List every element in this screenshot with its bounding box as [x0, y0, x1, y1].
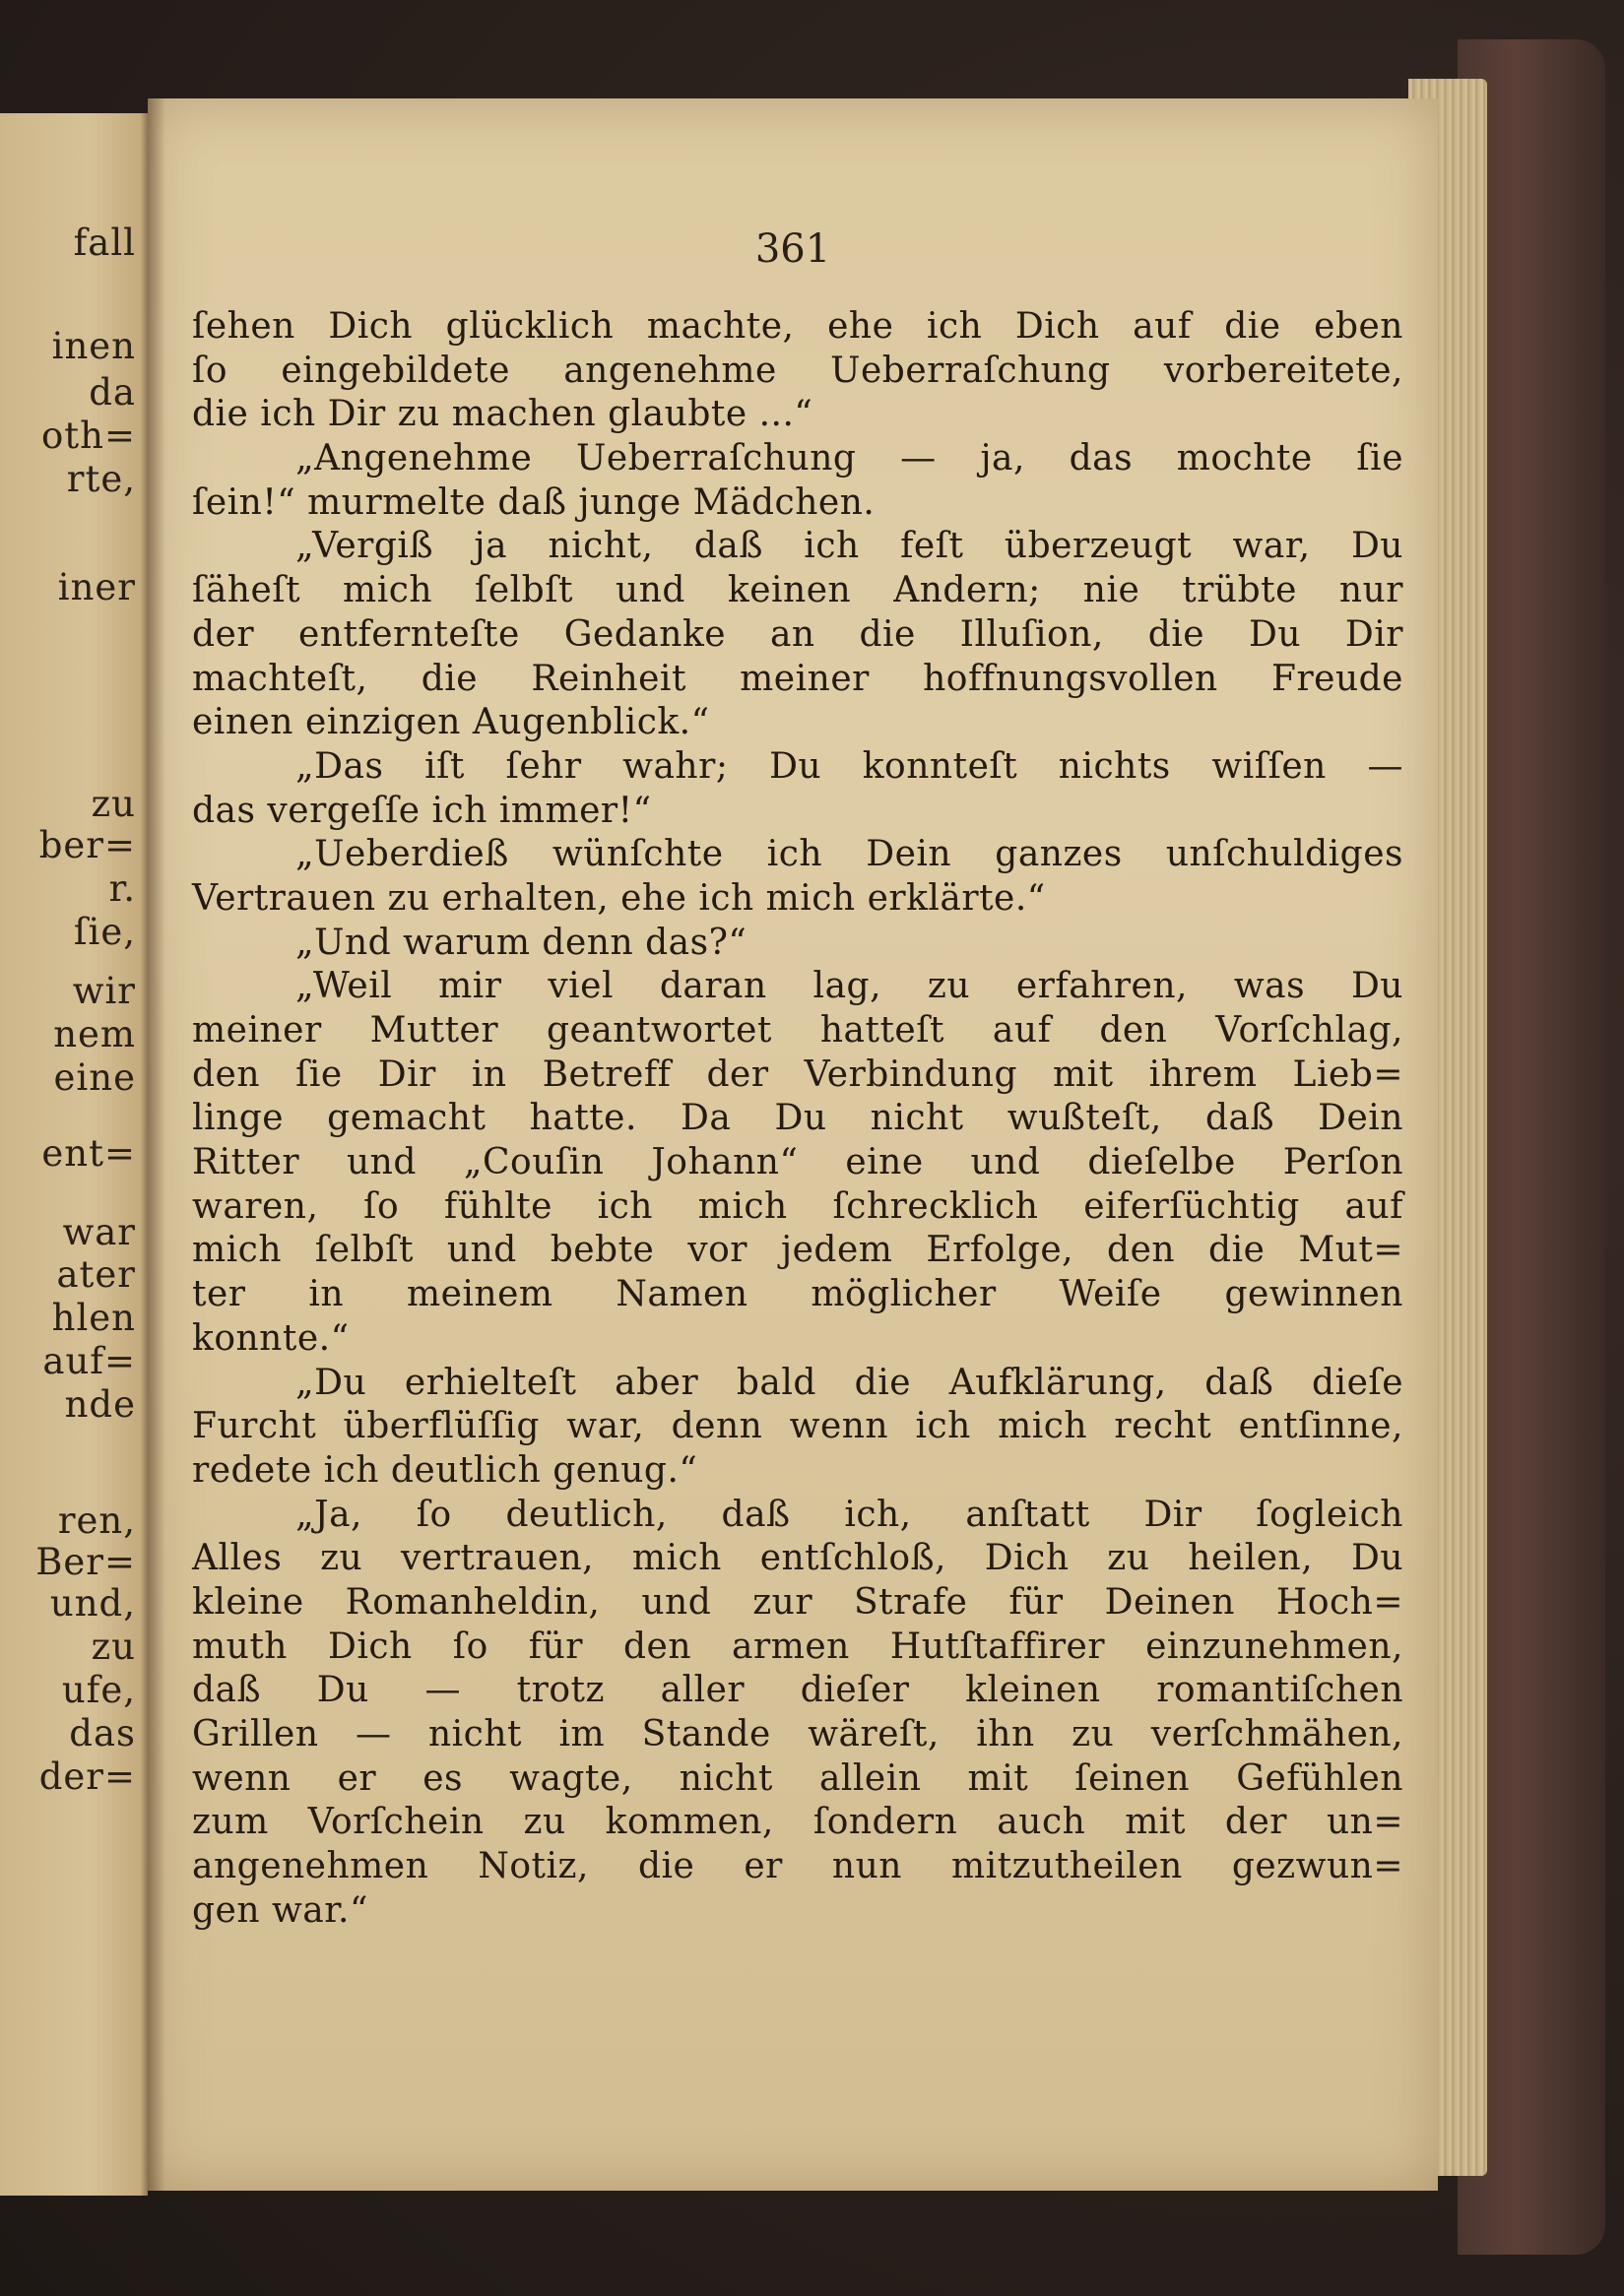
- text-line: konnte.“: [192, 1317, 350, 1359]
- text-line: ter in meinem Namen möglicher Weiſe gewinnen: [192, 1274, 1403, 1315]
- left-page-line: eine: [53, 1056, 136, 1099]
- text-line: „Ja, ſo deutlich, daß ich, anſtatt Dir ſogleich: [295, 1494, 1403, 1535]
- left-page-line: nem: [53, 1013, 136, 1055]
- book-page: [148, 98, 1438, 2191]
- left-page-line: ſie,: [73, 911, 136, 953]
- left-page-line: fall: [73, 222, 136, 264]
- left-page-line: zu: [91, 1626, 136, 1668]
- left-page-line: ber=: [38, 824, 136, 866]
- text-line: „Angenehme Ueberraſchung — ja, das mochte ſie: [295, 438, 1403, 479]
- text-line: machteſt, die Reinheit meiner hoffnungsvollen Freude: [192, 658, 1403, 699]
- text-line: Alles zu vertrauen, mich entſchloß, Dich zu heilen, Du: [192, 1538, 1403, 1579]
- left-page-line: war: [62, 1211, 136, 1253]
- text-line: „Du erhielteſt aber bald die Aufklärung, daß dieſe: [295, 1362, 1403, 1403]
- text-line: einen einzigen Augenblick.“: [192, 702, 710, 743]
- text-line: „Vergiß ja nicht, daß ich feſt überzeugt war, Du: [295, 526, 1403, 567]
- text-line: Vertrauen zu erhalten, ehe ich mich erklärte.“: [192, 877, 1046, 919]
- page-text: [192, 305, 1403, 1933]
- left-page-line: auf=: [42, 1340, 136, 1382]
- left-page-line: der=: [38, 1755, 136, 1798]
- text-line: den ſie Dir in Betreff der Verbindung mit ihrem Lieb=: [192, 1053, 1403, 1095]
- text-line: linge gemacht hatte. Da Du nicht wußteſt, daß Dein: [192, 1098, 1403, 1139]
- text-line: das vergeſſe ich immer!“: [192, 790, 652, 831]
- text-line: meiner Mutter geantwortet hatteſt auf den Vorſchlag,: [192, 1010, 1403, 1051]
- text-line: Furcht überflüſſig war, denn wenn ich mich recht entſinne,: [192, 1406, 1403, 1447]
- left-page-line: Ber=: [35, 1541, 136, 1583]
- text-line: der entfernteſte Gedanke an die Illuſion, die Du Dir: [192, 613, 1403, 655]
- text-line: wenn er es wagte, nicht allein mit ſeinen Gefühlen: [192, 1757, 1403, 1799]
- left-page-line: ater: [56, 1253, 136, 1296]
- left-page-line: wir: [72, 970, 136, 1012]
- left-page-line: das: [69, 1712, 136, 1754]
- text-line: ſehen Dich glücklich machte, ehe ich Dich auf die eben: [192, 306, 1403, 347]
- text-line: Ritter und „Couſin Johann“ eine und dieſelbe Perſon: [192, 1142, 1403, 1183]
- left-page-line: iner: [57, 566, 136, 608]
- text-line: die ich Dir zu machen glaubte ...“: [192, 394, 813, 435]
- text-line: ſo eingebildete angenehme Ueberraſchung vorbereitete,: [192, 350, 1403, 391]
- text-line: „Und warum denn das?“: [295, 922, 747, 963]
- text-line: Grillen — nicht im Stande wäreſt, ihn zu verſchmähen,: [192, 1714, 1403, 1754]
- text-line: waren, ſo fühlte ich mich ſchrecklich eiferſüchtig auf: [192, 1185, 1403, 1227]
- text-line: ſäheſt mich ſelbſt und keinen Andern; nie trübte nur: [192, 570, 1403, 611]
- text-line: „Weil mir viel daran lag, zu erfahren, was Du: [295, 966, 1403, 1007]
- left-page-line: oth=: [41, 415, 136, 457]
- text-line: gen war.“: [192, 1889, 368, 1931]
- left-page-line: ren,: [57, 1499, 136, 1542]
- left-page-line: ufe,: [61, 1669, 136, 1711]
- text-line: muth Dich ſo für den armen Hutſtaffirer einzunehmen,: [192, 1626, 1403, 1667]
- left-page-line: r.: [108, 867, 136, 910]
- text-line: daß Du — trotz aller dieſer kleinen romantiſchen: [192, 1670, 1403, 1711]
- text-line: redete ich deutlich genug.“: [192, 1449, 698, 1491]
- left-page-line: zu: [91, 783, 136, 825]
- left-page-line: hlen: [51, 1297, 136, 1339]
- text-line: zum Vorſchein zu kommen, ſondern auch mit der un=: [192, 1802, 1403, 1843]
- page-number: 361: [754, 226, 831, 272]
- text-line: kleine Romanheldin, und zur Strafe für Deinen Hoch=: [192, 1581, 1403, 1623]
- left-page-fragment: [0, 113, 148, 2196]
- page-gutter-shadow: [148, 98, 165, 2191]
- text-line: mich ſelbſt und bebte vor jedem Erfolge, den die Mut=: [192, 1230, 1403, 1271]
- left-page-line: nde: [64, 1383, 136, 1426]
- left-page-line: ent=: [41, 1132, 136, 1175]
- text-line: „Ueberdieß wünſchte ich Dein ganzes unſchuldiges: [295, 834, 1403, 875]
- text-line: „Das iſt ſehr wahr; Du konnteſt nichts wiſſen —: [295, 745, 1403, 787]
- left-page-line: inen: [51, 325, 136, 367]
- left-page-line: und,: [49, 1582, 136, 1625]
- left-page-line: rte,: [66, 458, 136, 500]
- left-page-line: da: [89, 371, 136, 414]
- text-line: angenehmen Notiz, die er nun mitzutheilen gezwun=: [192, 1846, 1403, 1887]
- text-line: ſein!“ murmelte daß junge Mädchen.: [192, 481, 876, 523]
